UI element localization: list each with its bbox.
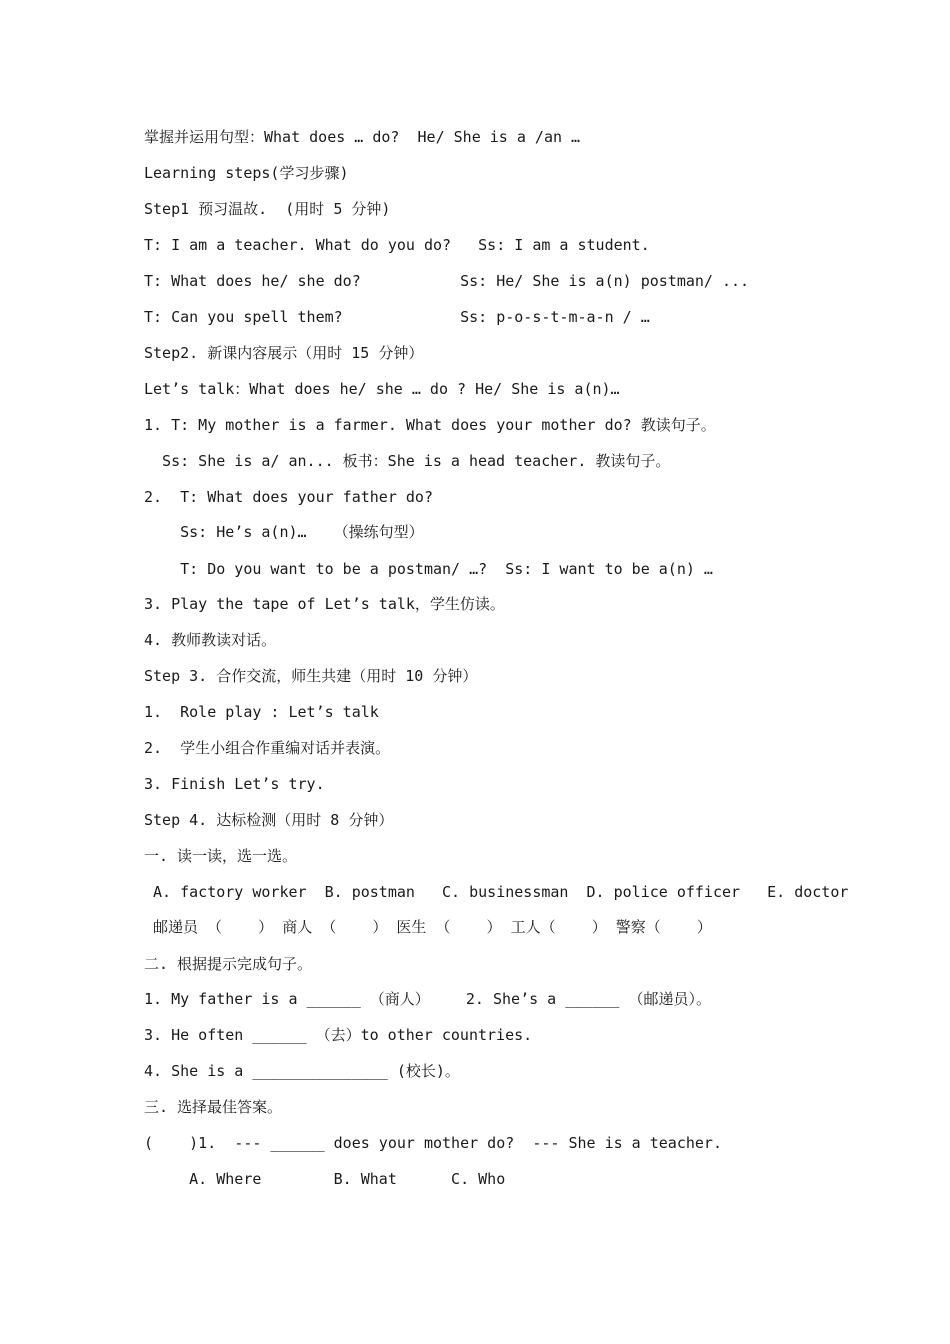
step4-heading: Step 4. 达标检测（用时 8 分钟） [144,811,394,829]
step2-heading: Step2. 新课内容展示（用时 15 分钟） [144,344,424,362]
section-1-options: A. factory worker B. postman C. businessman D. police officer E. doctor [144,883,849,901]
section-2-item-4: 4. She is a _______________ (校长)。 [144,1062,460,1080]
step1-dialogue-1: T: I am a teacher. What do you do? Ss: I am a student. [144,236,650,254]
step2-item-3: 3. Play the tape of Let’s talk，学生仿读。 [144,595,505,613]
step1-heading: Step1 预习温故. (用时 5 分钟) [144,200,391,218]
section-1-blanks: 邮递员 （ ） 商人 （ ） 医生 （ ） 工人（ ） 警察（ ） [144,918,712,936]
section-3-heading: 三. 选择最佳答案。 [144,1098,283,1116]
section-2-item-3: 3. He often ______ （去）to other countries. [144,1026,533,1044]
section-3-question-1-options: A. Where B. What C. Who [144,1170,506,1188]
step3-item-1: 1. Role play : Let’s talk [144,703,379,721]
learning-steps-heading: Learning steps(学习步骤) [144,164,349,182]
step3-item-3: 3. Finish Let’s try. [144,775,325,793]
step3-heading: Step 3. 合作交流，师生共建（用时 10 分钟） [144,667,478,685]
step1-dialogue-3: T: Can you spell them? Ss: p-o-s-t-m-a-n / … [144,308,650,326]
step1-dialogue-2: T: What does he/ she do? Ss: He/ She is a(n) postman/ ... [144,272,750,290]
step2-item-2: 2. T: What does your father do? [144,488,433,506]
step2-item-4: 4. 教师教读对话。 [144,631,277,649]
step2-item-2-response: Ss: He’s a(n)… （操练句型） [144,523,424,541]
section-2-heading: 二. 根据提示完成句子。 [144,955,313,973]
objective-line: 掌握并运用句型：What does … do? He/ She is a /an … [144,128,581,146]
section-1-heading: 一. 读一读，选一选。 [144,847,298,865]
step2-item-2-followup: T: Do you want to be a postman/ …? Ss: I want to be a(n) … [144,560,713,578]
step3-item-2: 2. 学生小组合作重编对话并表演。 [144,739,391,757]
step2-item-1-response: Ss: She is a/ an... 板书：She is a head teacher. 教读句子。 [144,452,671,470]
section-3-question-1: ( )1. --- ______ does your mother do? --- She is a teacher. [144,1134,722,1152]
step2-item-1: 1. T: My mother is a farmer. What does your mother do? 教读句子。 [144,416,716,434]
section-2-item-1-2: 1. My father is a ______ （商人） 2. She’s a ______ （邮递员）。 [144,990,711,1008]
lets-talk-line: Let’s talk：What does he/ she … do ? He/ She is a(n)… [144,380,620,398]
